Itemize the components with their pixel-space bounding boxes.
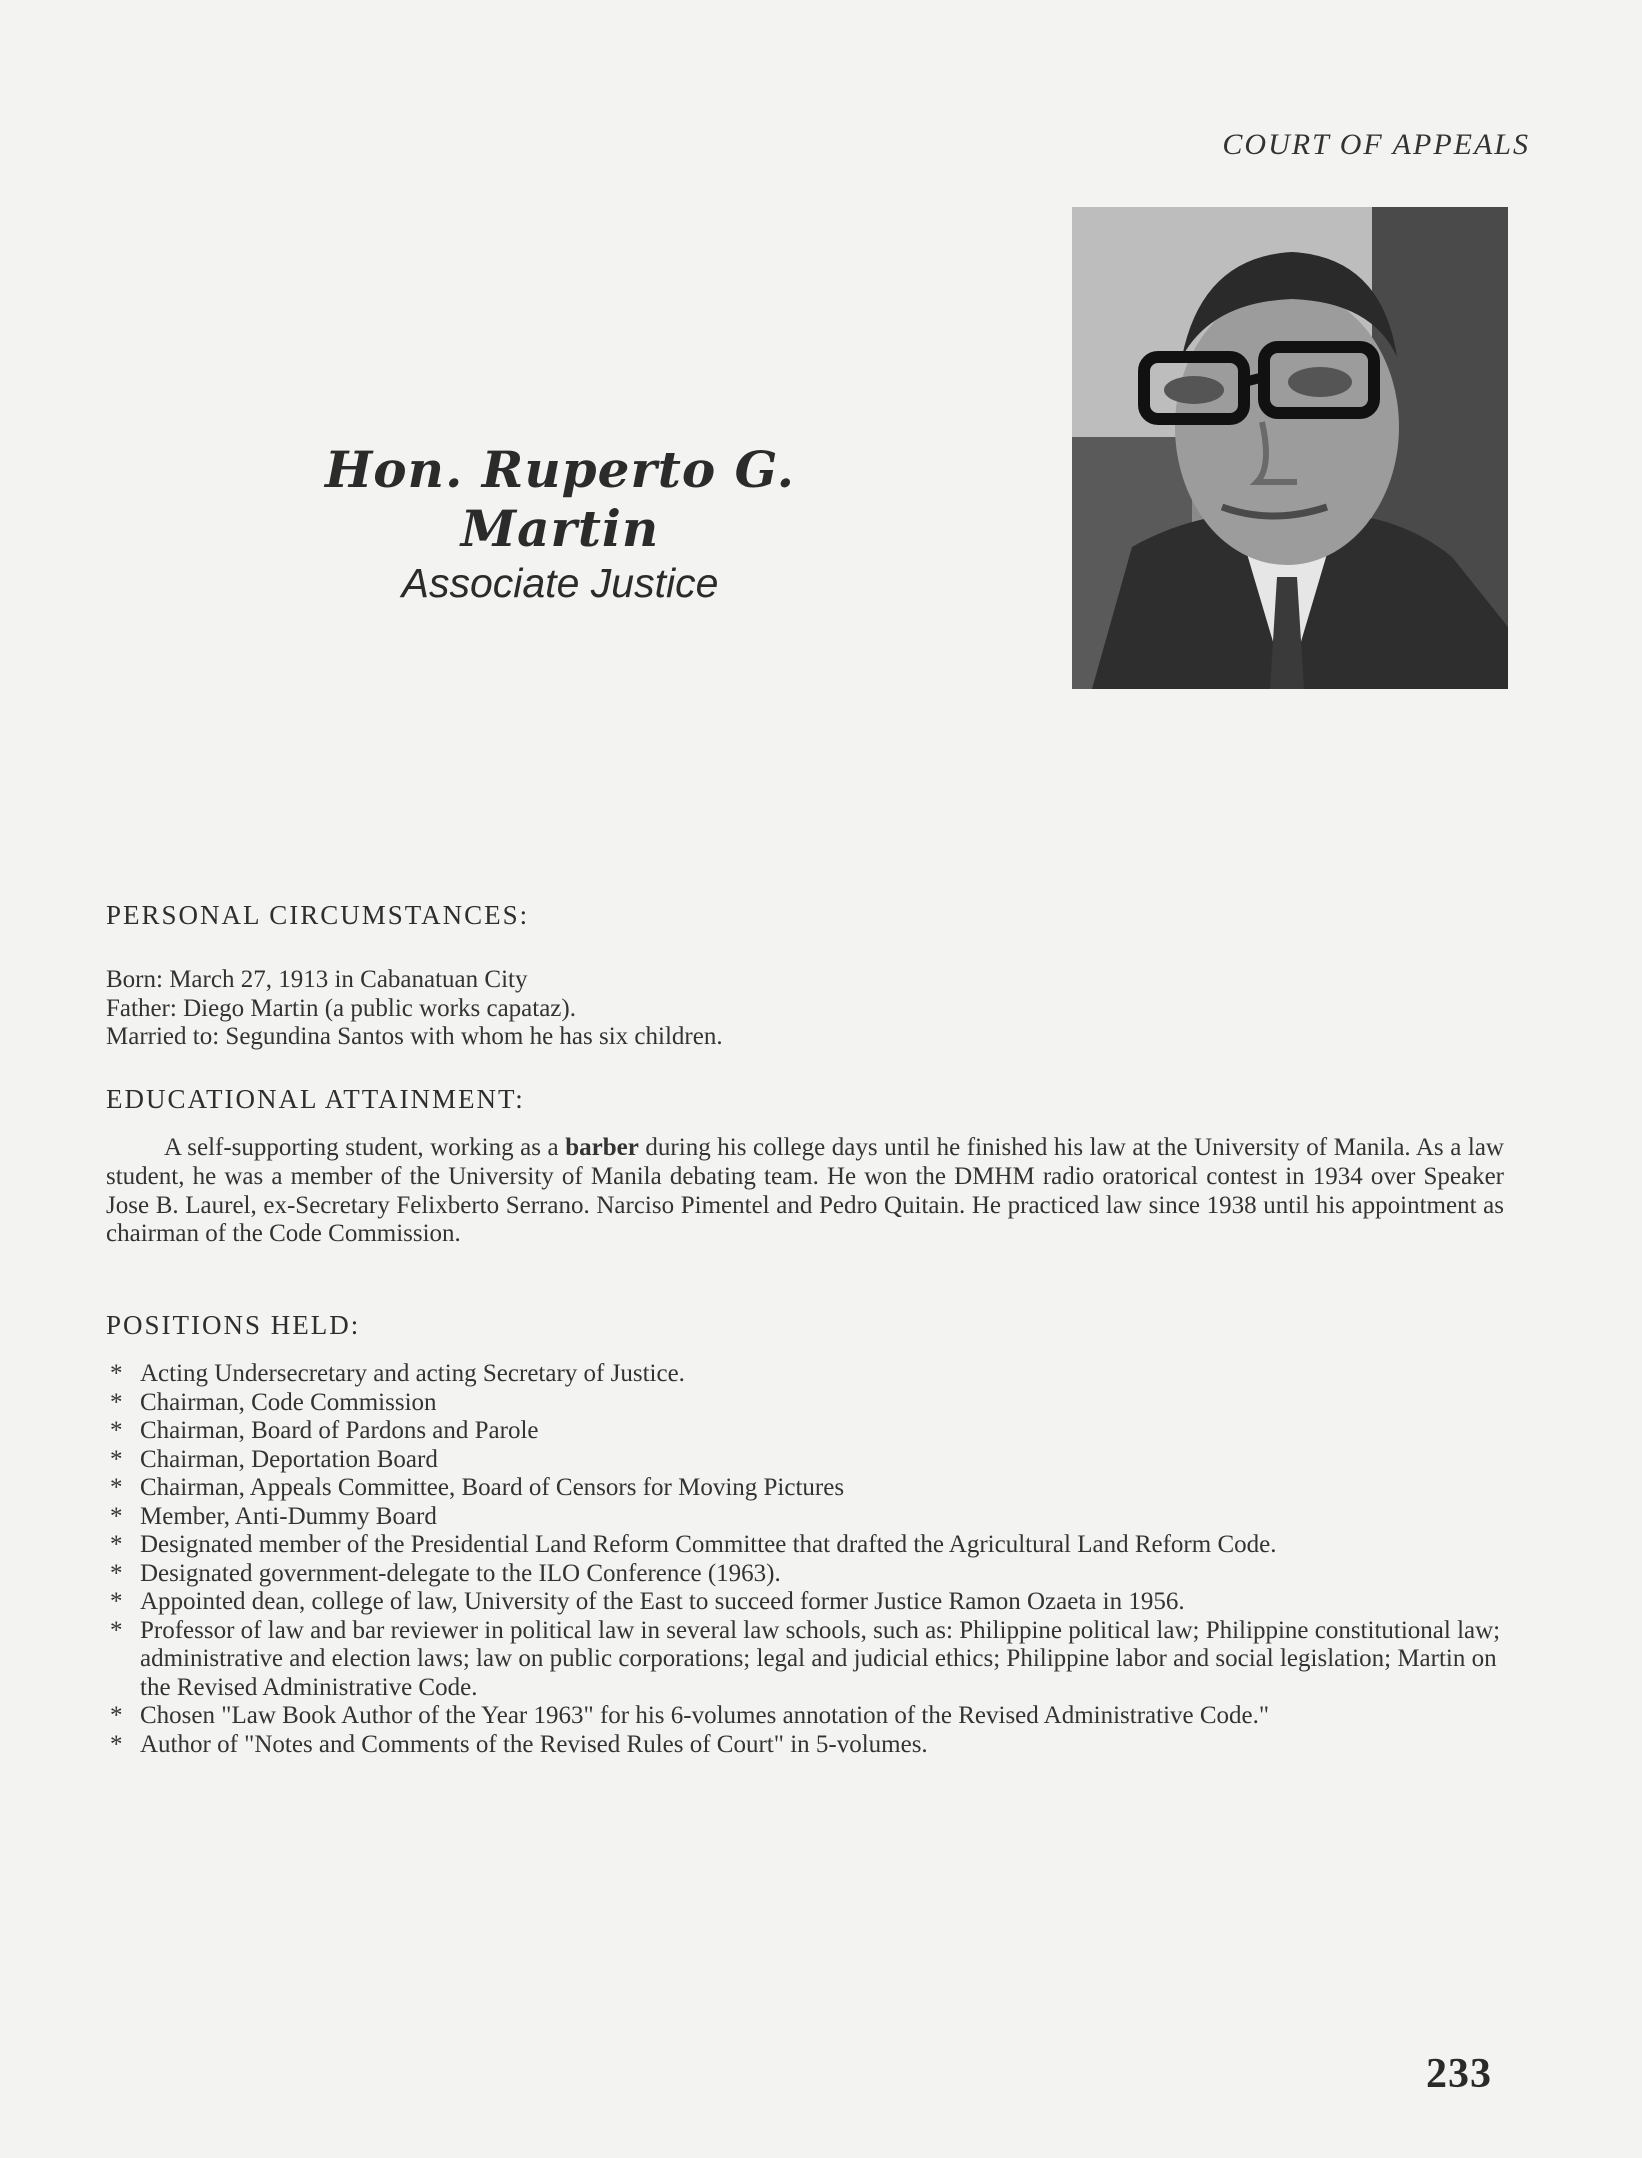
position-item (108, 1731, 1508, 1760)
position-text: Chosen "Law Book Author of the Year 1963" for his 6-volumes annotation of the Revised Administrative Code." (140, 1702, 1270, 1729)
positions-list (108, 1360, 1508, 1759)
bullet-icon: * (110, 1559, 123, 1587)
position-item (108, 1531, 1508, 1560)
bullet-icon: * (110, 1730, 123, 1758)
bullet-icon: * (110, 1388, 123, 1416)
portrait-photo-icon (1072, 207, 1508, 689)
bullet-icon: * (110, 1702, 123, 1729)
education-text-end: during his college days until he finished his law at the University of Manila. As a law student, he was a member of the University of Manila debating team. He won the DMHM radio oratorical contest in 1934 over Speaker Jose B. Laurel, ex-Secretary Felixberto Serrano. Narciso Pimentel and Pedro Quitain. He practiced law since 1938 until his appointment as chairman of the Code Commission. (106, 1134, 1504, 1248)
position-text: Designated government-delegate to the ILO Conference (1963). (140, 1559, 781, 1587)
bullet-icon: * (110, 1502, 123, 1530)
position-item (108, 1588, 1508, 1617)
bullet-icon: * (110, 1360, 123, 1387)
bullet-icon: * (110, 1445, 123, 1473)
position-item (108, 1446, 1508, 1475)
bullet-icon: * (110, 1588, 123, 1615)
education-text-start: A self-supporting student, working as a (164, 1134, 566, 1161)
justice-name: Hon. Ruperto G. Martin (325, 440, 795, 558)
position-text: Chairman, Deportation Board (140, 1445, 438, 1473)
position-item (108, 1702, 1508, 1731)
section-header: COURT OF APPEALS (1222, 128, 1530, 161)
position-text: Designated member of the Presidential Land Reform Committee that drafted the Agricultural Land Reform Code. (140, 1531, 1277, 1558)
bullet-icon: * (110, 1531, 123, 1558)
position-text: Chairman, Board of Pardons and Parole (140, 1417, 539, 1444)
justice-title: Associate Justice (401, 560, 719, 606)
position-text: Chairman, Appeals Committee, Board of Censors for Moving Pictures (140, 1474, 845, 1501)
bullet-icon: * (110, 1616, 123, 1644)
position-text: Professor of law and bar reviewer in political law in several law schools, such as: Philippine political law; Philippine constitutional law; administrative and election laws; law on public corporations; legal and judicial ethics; Philippine labor and social legislation; Martin on the Revised Administrative Code. (140, 1616, 1501, 1701)
father-line: Father: Diego Martin (a public works capataz). (106, 994, 576, 1022)
positions-heading: POSITIONS HELD: (106, 1310, 361, 1340)
personal-heading: PERSONAL CIRCUMSTANCES: (106, 900, 530, 930)
position-item (108, 1474, 1508, 1503)
personal-details (106, 966, 723, 1052)
position-item (108, 1389, 1508, 1418)
education-heading: EDUCATIONAL ATTAINMENT: (106, 1084, 525, 1114)
position-item (108, 1360, 1508, 1389)
position-text: Author of "Notes and Comments of the Revised Rules of Court" in 5-volumes. (140, 1730, 928, 1758)
position-text: Chairman, Code Commission (140, 1388, 437, 1416)
position-item (108, 1560, 1508, 1589)
bullet-icon: * (110, 1417, 123, 1444)
position-text: Appointed dean, college of law, University of the East to succeed former Justice Ramon Ozaeta in 1956. (140, 1588, 1185, 1615)
position-text: Member, Anti-Dummy Board (140, 1502, 437, 1530)
position-item (108, 1417, 1508, 1446)
education-bold-word: barber (565, 1134, 639, 1161)
name-block (240, 440, 880, 607)
position-item (108, 1503, 1508, 1532)
position-item (108, 1617, 1508, 1703)
page-number: 233 (1426, 2051, 1492, 2097)
married-line: Married to: Segundina Santos with whom he has six children. (106, 1023, 723, 1050)
education-paragraph (106, 1134, 1504, 1249)
portrait-photo (1072, 207, 1508, 689)
position-text: Acting Undersecretary and acting Secretary of Justice. (140, 1360, 685, 1387)
born-line: Born: March 27, 1913 in Cabanatuan City (106, 966, 528, 993)
bullet-icon: * (110, 1474, 123, 1501)
